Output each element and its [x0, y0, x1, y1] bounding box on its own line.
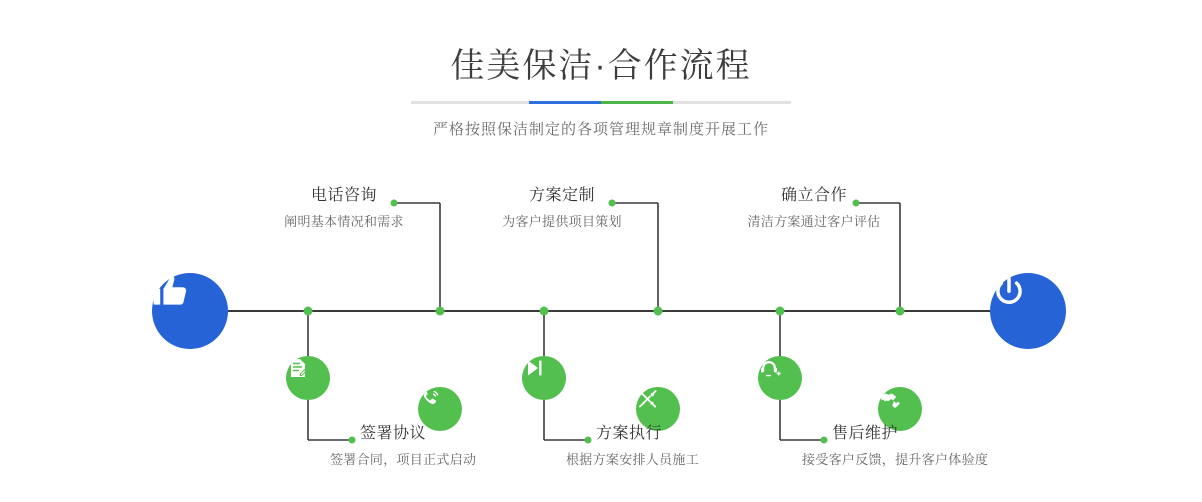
title-divider — [411, 101, 791, 104]
flow-label-2-title: 签署协议 — [360, 425, 427, 442]
flow-label-2 — [260, 420, 477, 468]
page-subtitle: 严格按照保洁制定的各项管理规章制度开展工作 — [432, 121, 769, 138]
flow-label-6-title: 售后维护 — [832, 425, 899, 442]
flow-label-5-desc: 清洁方案通过客户评估 — [747, 214, 881, 229]
flow-label-4-desc: 根据方案安排人员施工 — [566, 452, 700, 467]
flow-label-2-desc: 签署合同，项目正式启动 — [330, 452, 477, 467]
flow-label-3 — [472, 182, 652, 230]
power-icon — [990, 273, 1028, 311]
flow-label-4 — [496, 420, 716, 468]
process-flow-diagram — [0, 150, 1202, 502]
flow-label-1-desc: 阐明基本情况和需求 — [284, 214, 404, 229]
headset-support-icon — [758, 356, 782, 380]
page-header — [0, 0, 1202, 139]
flow-label-6 — [732, 420, 1032, 468]
flow-label-6-desc: 接受客户反馈，提升客户体验度 — [802, 452, 989, 467]
flow-label-4-title: 方案执行 — [596, 425, 663, 442]
document-edit-icon — [286, 356, 310, 380]
flow-label-5 — [714, 182, 914, 230]
divider-segment-green — [601, 101, 673, 104]
flow-node-2[interactable] — [286, 356, 330, 400]
flow-node-6[interactable] — [758, 356, 802, 400]
tools-icon — [636, 387, 660, 411]
flow-node-4[interactable] — [522, 356, 566, 400]
flow-label-1-title: 电话咨询 — [310, 187, 377, 204]
flow-start-node[interactable] — [152, 273, 228, 349]
phone-call-icon — [418, 387, 442, 411]
play-forward-icon — [522, 356, 546, 380]
flow-label-1 — [254, 182, 434, 230]
thumbs-up-icon — [152, 273, 190, 311]
flow-end-node[interactable] — [990, 273, 1066, 349]
flow-label-3-title: 方案定制 — [528, 187, 595, 204]
flow-label-3-desc: 为客户提供项目策划 — [502, 214, 622, 229]
handshake-icon — [878, 387, 904, 413]
divider-segment-blue — [529, 101, 601, 104]
flow-label-5-title: 确立合作 — [780, 187, 847, 204]
page-title: 佳美保洁·合作流程 — [450, 47, 752, 85]
